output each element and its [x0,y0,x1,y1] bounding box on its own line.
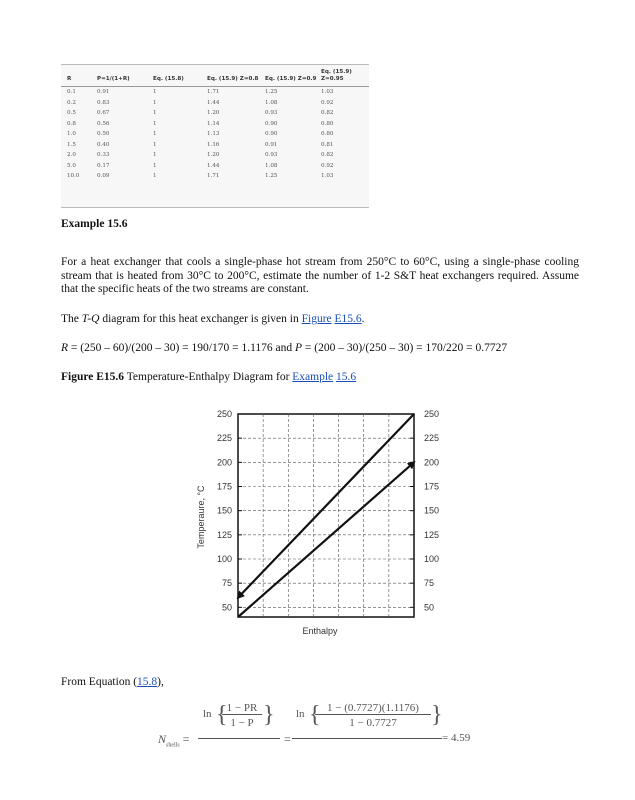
y-tick-label-left: 100 [216,554,232,564]
table-cell: 1.44 [207,99,220,106]
table-cell: 0.5 [67,110,76,117]
table-cell: 1.08 [265,162,278,169]
table-row [61,150,369,161]
ln-label: ln [203,708,212,720]
equation-link[interactable]: 15.8 [137,676,158,688]
y-tick-label-right: 75 [424,578,435,589]
table-cell: 1.0 [67,131,76,138]
example-link[interactable]: 15.6 [336,371,357,383]
table-cell: 1 [153,131,157,138]
table-cell: 1.71 [207,89,220,96]
table-cell: 1.25 [265,173,278,180]
table-cell: 1.16 [207,141,220,148]
tq-italic: T-Q [81,313,100,325]
table-cell: 0.1 [67,89,76,96]
table-cell: 0.33 [97,152,110,159]
y-tick-label-left: 50 [221,602,232,613]
text: ), [157,676,164,688]
y-tick-label-right: 175 [424,481,440,492]
table-cell: 1.25 [265,89,278,96]
table-cell: 2.0 [67,152,76,159]
table-cell: 0.40 [97,141,110,148]
frac-bar [198,738,280,739]
y-tick-label-right: 200 [424,457,440,468]
series-line [238,414,414,598]
col-header: P=1/(1+R) [97,65,153,87]
denominator-2: 1 − 0.7727 [349,717,397,729]
frac-bar-2 [292,738,442,739]
table-header-row [61,65,369,87]
figure-link[interactable]: Figure [301,313,332,325]
table-cell: 0.67 [97,110,110,117]
table-cell: 1 [153,173,157,180]
table-row [61,171,369,182]
table-cell: 0.80 [321,120,334,127]
table-cell: 1.20 [207,152,220,159]
table-row [61,129,369,140]
table-cell: 0.92 [321,99,334,106]
table-cell: 0.90 [265,131,278,138]
table-cell: 0.82 [321,152,334,159]
series-line [238,462,414,617]
table-cell: 5.0 [67,162,76,169]
table-cell: 0.56 [97,120,110,127]
table-cell: 1 [153,110,157,117]
y-tick-label-right: 250 [424,409,440,419]
table-cell: 1.03 [321,89,334,96]
table-cell: 0.09 [97,173,110,180]
tq-paragraph [61,313,365,327]
left-brace: { [216,702,228,728]
table-cell: 0.83 [97,99,110,106]
y-tick-label-left: 200 [216,457,232,468]
p-var: P [295,342,303,354]
table-cell: 0.93 [265,152,278,159]
text: . [361,313,365,325]
example-title: Example 15.6 [61,218,128,230]
table-cell: 0.8 [67,120,76,127]
table-row [61,87,369,98]
r-p-equation [61,342,507,356]
y-tick-label-right: 225 [424,433,440,444]
n-symbol: N [158,732,167,746]
table-row [61,140,369,151]
result: = 4.59 [442,732,471,744]
right-brace-2: } [431,702,443,728]
y-tick-label-left: 225 [216,433,232,444]
r-expression: = (250 – 60)/(200 – 30) = 190/170 = 1.1176 and [68,342,295,354]
table-cell: 1.20 [207,110,220,117]
y-tick-label-left: 250 [216,409,232,419]
col-header: Eq. (15.8) [153,65,207,87]
table-cell: 1 [153,141,157,148]
p-expression: = (200 – 30)/(250 – 30) = 170/220 = 0.7727 [302,342,508,354]
figure-caption [61,371,356,385]
left-brace-2: { [309,702,321,728]
table-cell: 1.14 [207,120,220,127]
ln-label-2: ln [296,708,305,720]
r-var: R [61,342,69,354]
equals: = [284,732,291,746]
denominator-1: 1 − P [230,717,254,729]
col-header: Eq. (15.9) Z=0.8 [207,65,265,87]
text: The [61,313,82,325]
table-row [61,161,369,172]
table-cell: 0.82 [321,110,334,117]
n-shells: $N_{shells}$ = [158,732,190,749]
table-cell: 1 [153,152,157,159]
table-cell: 0.91 [97,89,110,96]
table-cell: 1.03 [321,173,334,180]
table-cell: 0.93 [265,110,278,117]
col-header: Eq. (15.9) Z=0.95 [321,65,369,87]
y-tick-label-right: 150 [424,505,440,516]
table-cell: 0.80 [321,131,334,138]
table-cell: 0.92 [321,162,334,169]
table-cell: 1 [153,99,157,106]
table-cell: 1 [153,162,157,169]
y-tick-label-left: 125 [216,529,232,540]
numerator-1: 1 − PR [222,702,262,715]
table-cell: 0.50 [97,131,110,138]
text: diagram for this heat exchanger is given in [99,313,302,325]
temperature-enthalpy-chart [190,400,450,645]
text: From Equation ( [61,676,138,688]
col-header: Eq. (15.9) Z=0.9 [265,65,321,87]
y-tick-label-left: 175 [216,481,232,492]
plot-frame [238,414,414,617]
table-cell: 0.81 [321,141,334,148]
caption-text: Temperature-Enthalpy Diagram for [124,371,293,383]
table-cell: 1.5 [67,141,76,148]
table-row [61,108,369,119]
table-row [61,98,369,109]
table-cell: 1.08 [265,99,278,106]
table-row [61,119,369,130]
table-cell: 1 [153,120,157,127]
numerator-2: 1 − (0.7727)(1.1176) [315,702,431,715]
y-tick-label-left: 150 [216,505,232,516]
y-tick-label-right: 125 [424,529,440,540]
from-equation-line [61,676,164,690]
table-cell: 0.17 [97,162,110,169]
shells-formula [158,700,478,750]
data-table [61,64,369,208]
y-axis-label: Temperaure, °C [196,485,206,549]
y-tick-label-right: 100 [424,554,440,564]
y-tick-label-right: 50 [424,602,435,613]
n-subscript: shells [166,742,180,749]
table-cell: 0.90 [265,120,278,127]
figure-label: Figure E15.6 [61,371,125,383]
y-tick-label-left: 75 [221,578,232,589]
problem-paragraph: For a heat exchanger that cools a single-phase hot stream from 250°C to 60°C, using a single-phase cooling stream that is heated from 30°C to 200°C, estimate the number of 1-2 S&T heat exchangers required. Assume that the specific heats of the two streams are constant. [61,256,579,295]
table-cell: 0.91 [265,141,278,148]
table-cell: 1.13 [207,131,220,138]
table-cell: 10.0 [67,173,80,180]
table-cell: 1 [153,89,157,96]
table-cell: 1.71 [207,173,220,180]
x-axis-label: Enthalpy [302,626,338,636]
table-cell: 0.2 [67,99,76,106]
col-header: R [61,65,97,87]
figure-link[interactable]: E15.6 [334,313,362,325]
table-cell: 1.44 [207,162,220,169]
right-brace: } [263,702,275,728]
example-link[interactable]: Example [292,371,334,383]
